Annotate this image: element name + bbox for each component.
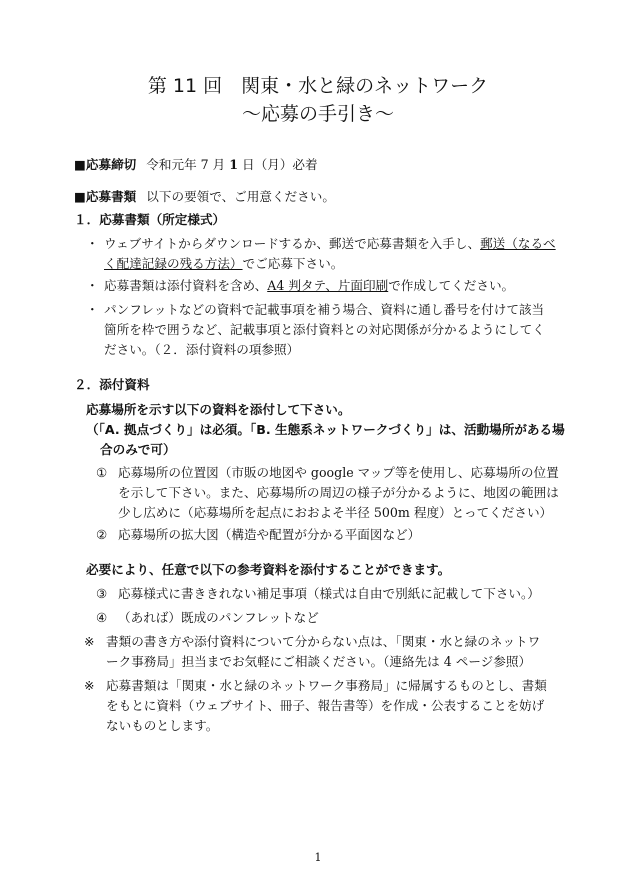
bullet-1-text-2: でご応募下さい。	[242, 256, 344, 271]
section1-heading: １．応募書類（所定様式）	[74, 212, 226, 227]
item-1-mark: ①	[96, 465, 108, 480]
note-2-line-2: をもとに資料（ウェブサイト、冊子、報告書等）を作成・公表することを妨げ	[106, 698, 545, 713]
item-1-line-1: 応募場所の位置図（市販の地図や google マップ等を使用し、応募場所の位置	[118, 465, 559, 480]
item-3-mark: ③	[96, 586, 108, 601]
page-number: 1	[314, 851, 322, 864]
item-1-line-3: 少し広めに（応募場所を起点におおよそ半径 500m 程度）とってください）	[118, 505, 553, 520]
title-line-1: 第 11 回 関東・水と緑のネットワーク	[147, 75, 489, 97]
note-2-line-3: ないものとします。	[106, 718, 219, 733]
bullet-3-line-3: ださい。（２．添付資料の項参照）	[104, 342, 300, 357]
section2-heading: ２．添付資料	[74, 377, 150, 392]
bullet-2-line-1	[104, 276, 514, 295]
item-4-mark: ④	[96, 610, 108, 625]
bullet-3-line-2: 箇所を枠で囲うなど、記載事項と添付資料との対応関係が分かるようにしてく	[104, 322, 545, 337]
title-line-2: 〜応募の手引き〜	[241, 103, 394, 125]
page-title	[0, 72, 636, 128]
item-4-text: （あれば）既成のパンフレットなど	[118, 610, 319, 625]
note-1-line-1: 書類の書き方や添付資料について分からない点は、「関東・水と緑のネットワ	[106, 634, 541, 649]
bullet-1-line-2	[104, 254, 343, 273]
deadline-row	[74, 155, 318, 174]
note-2-line-1: 応募書類は「関東・水と緑のネットワーク事務局」に帰属するものとし、書類	[106, 678, 547, 693]
item-1-line-2: を示して下さい。また、応募場所の周辺の様子が分かるように、地図の範囲は	[118, 485, 559, 500]
bullet-2-text: 応募書類は添付資料を含め、	[104, 278, 268, 293]
bullet-2-text-end: で作成してください。	[388, 278, 515, 293]
deadline-label: ■応募締切	[74, 157, 137, 172]
documents-row	[74, 187, 335, 206]
item-2-line-1: 応募場所の拡大図（構造や配置が分かる平面図など）	[118, 527, 421, 542]
bullet-3-line-1: パンフレットなどの資料で記載事項を補う場合、資料に通し番号を付けて該当	[104, 302, 545, 317]
bullet-2-underlined: A4 判タテ、片面印刷	[267, 278, 389, 293]
note-2-mark: ※	[84, 678, 95, 693]
bullet-mark: ・	[86, 278, 99, 293]
bullet-1-line-1	[104, 234, 556, 253]
item-2-mark: ②	[96, 527, 108, 542]
section2-note-line-1: （「A. 拠点づくり」は必須。「B. 生態系ネットワークづくり」は、活動場所がある場	[86, 422, 565, 437]
deadline-text-c: 日（月）必着	[238, 157, 318, 172]
section2-intro: 応募場所を示す以下の資料を添付して下さい。	[86, 402, 351, 417]
deadline-text-a: 令和元年 7 月	[146, 157, 230, 172]
bullet-mark: ・	[86, 302, 99, 317]
section2-note-line-2: 合のみで可）	[100, 442, 176, 457]
bullet-mark: ・	[86, 236, 99, 251]
item-3-text: 応募様式に書ききれない補足事項（様式は自由で別紙に記載して下さい。）	[118, 586, 540, 601]
optional-intro: 必要により、任意で以下の参考資料を添付することができます。	[86, 562, 451, 577]
bullet-1-text: ウェブサイトからダウンロードするか、郵送で応募書類を入手し、	[104, 236, 481, 251]
bullet-1-underlined: 郵送（なるべ	[480, 236, 556, 251]
note-1-mark: ※	[84, 634, 95, 649]
deadline-day: 1	[229, 157, 239, 172]
note-1-line-2: ーク事務局」担当までお気軽にご相談ください。（連絡先は 4 ページ参照）	[106, 654, 532, 669]
documents-label: ■応募書類	[74, 189, 137, 204]
documents-text: 以下の要領で、ご用意ください。	[146, 189, 335, 204]
bullet-1-underlined-2: く配達記録の残る方法）	[104, 256, 243, 271]
